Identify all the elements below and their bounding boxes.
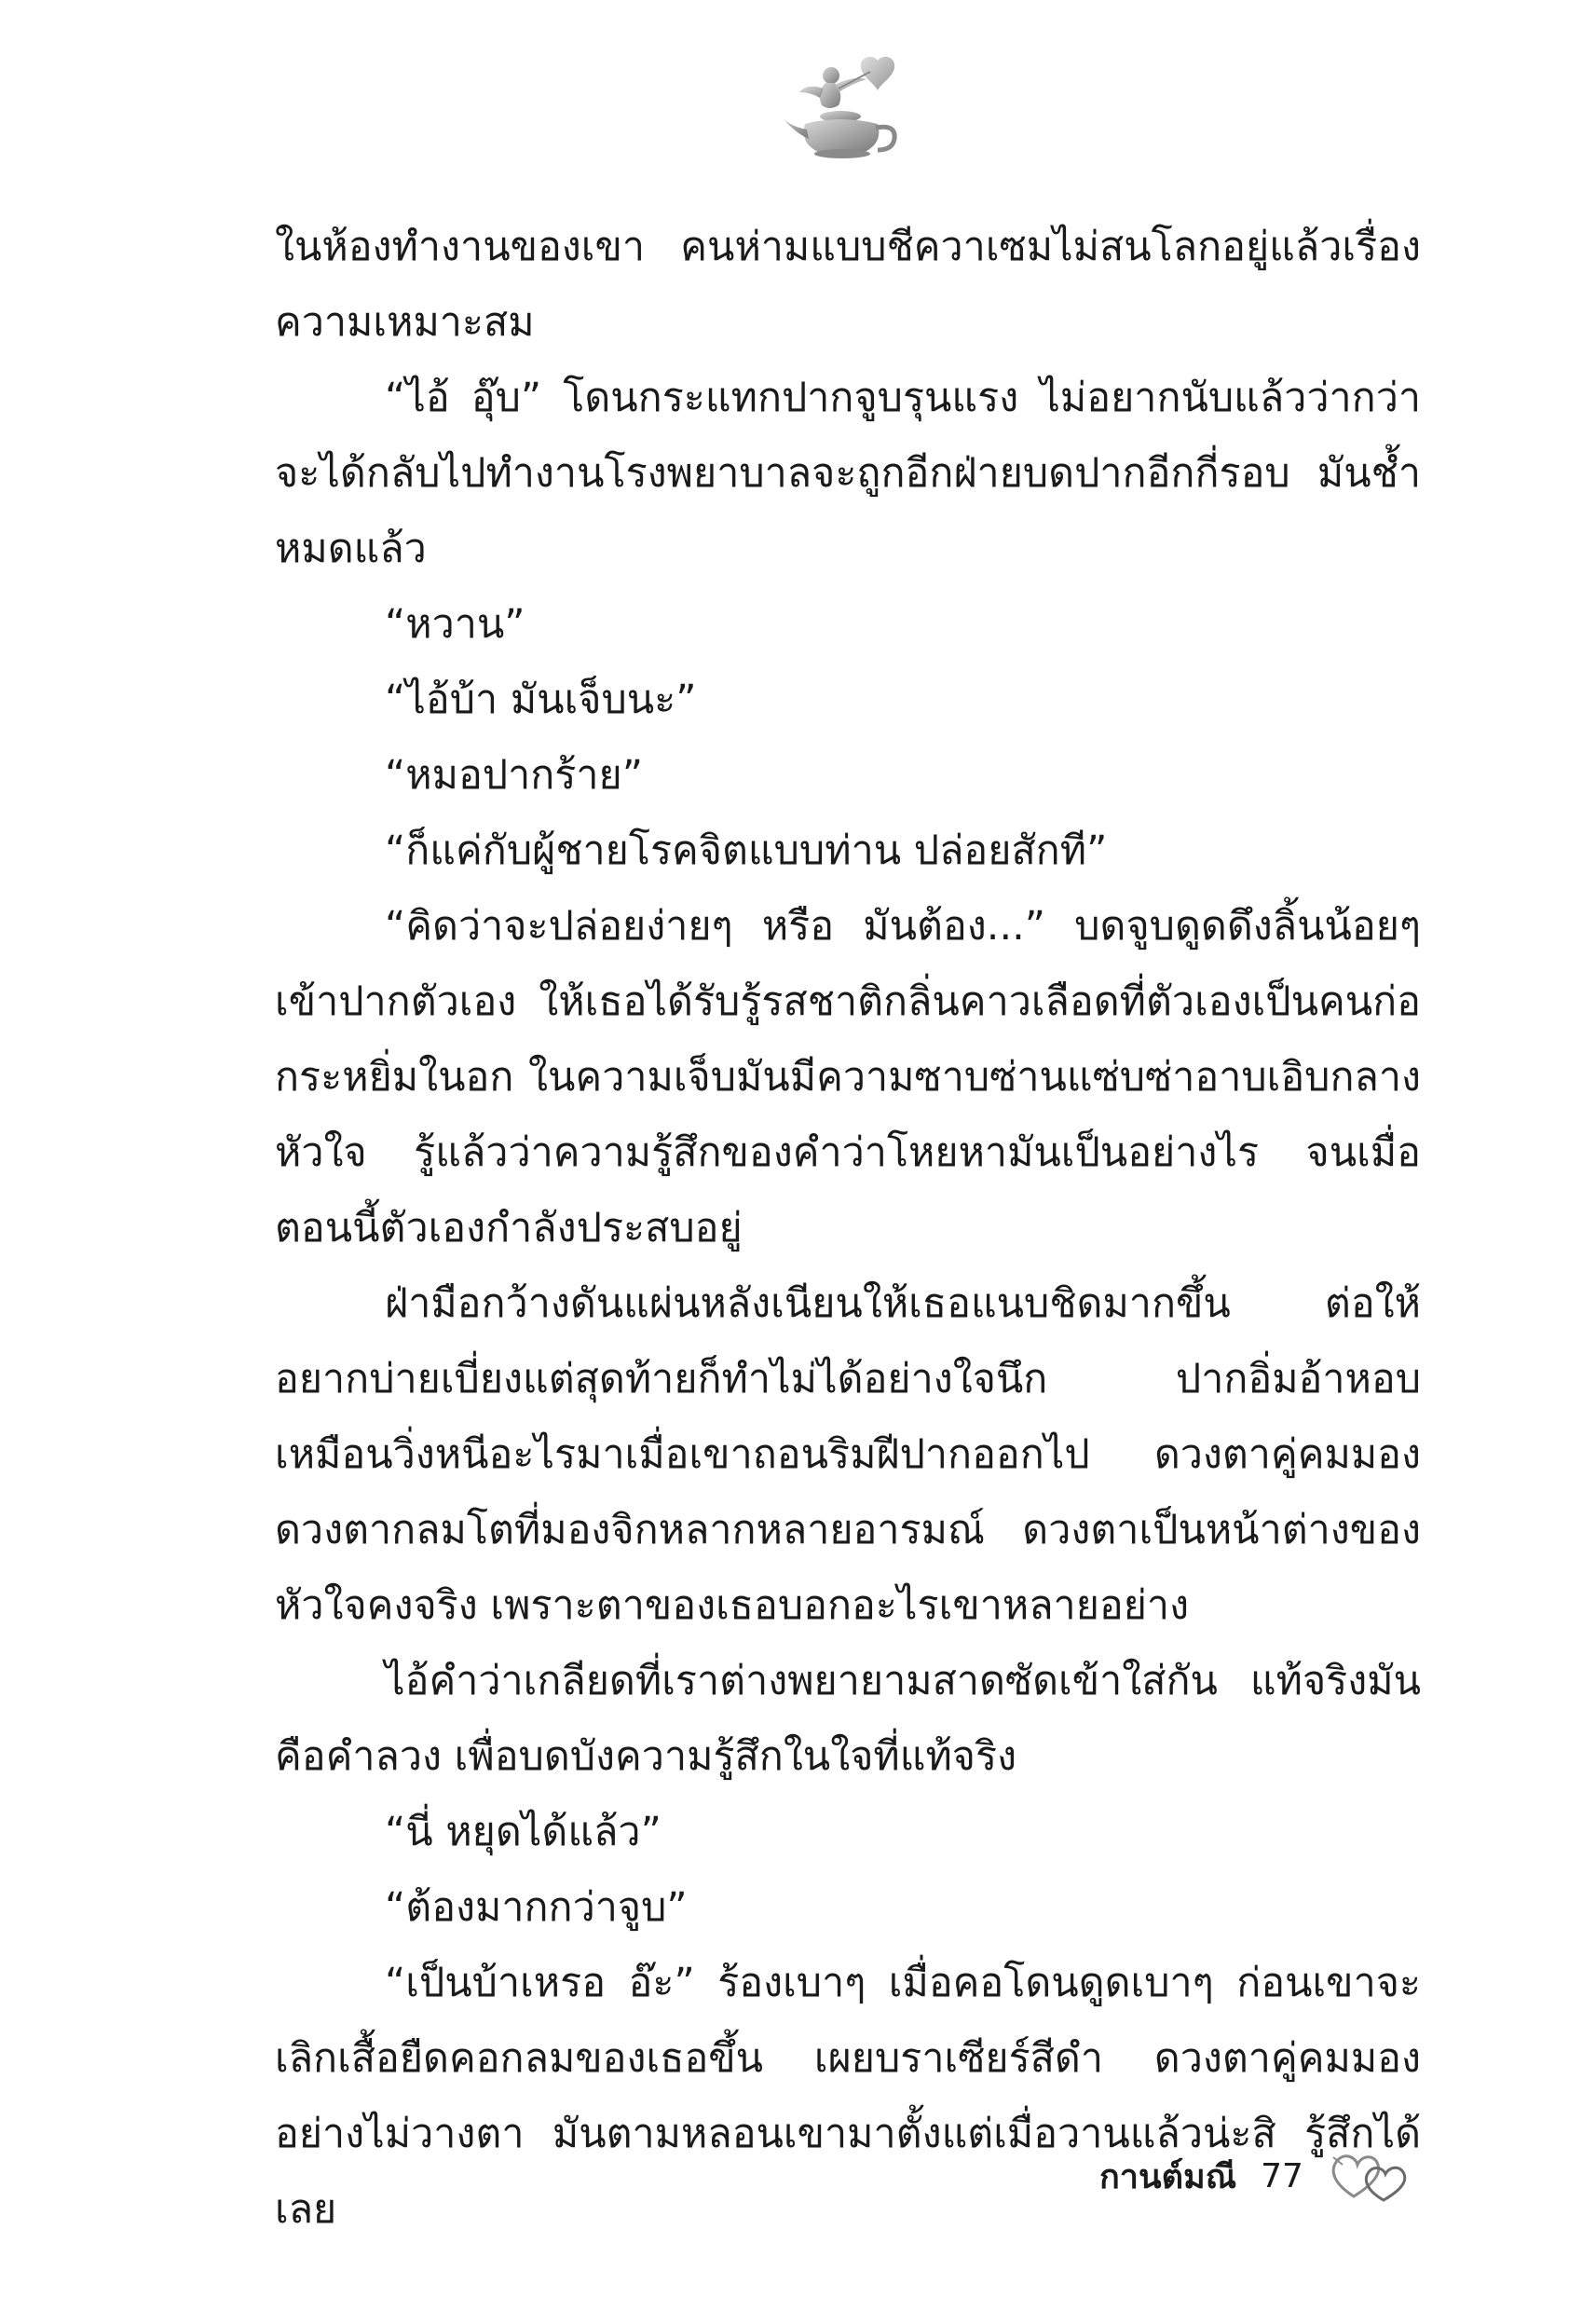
page-footer (1099, 2143, 1435, 2208)
body-text (275, 210, 1421, 2248)
dialog-line: “ก็แค่กับผู้ชายโรคจิตแบบท่าน ปล่อยสักที” (385, 827, 1108, 874)
dialog-line: “หวาน” (385, 601, 525, 648)
footer-title: กานต์มณี (1099, 2157, 1237, 2196)
page-number: 77 (1261, 2156, 1303, 2195)
paragraph: ในห้องทำงานของเขา คนห่ามแบบชีควาเซมไม่สนโลกอยู่แล้วเรื่องความเหมาะสม (275, 224, 1421, 346)
paragraph: ฝ่ามือกว้างดันแผ่นหลังเนียนให้เธอแนบชิดมากขึ้น ต่อให้อยากบ่ายเบี่ยงแต่สุดท้ายก็ทำไม่ได้อย่างใจนึก ปากอิ่มอ้าหอบเหมือนวิ่งหนีอะไรมาเมื่อเขาถอนริมฝีปากออกไป ดวงตาคู่คมมองดวงตากลมโตที่มองจิกหลากหลายอารมณ์ ดวงตาเป็นหน้าต่างของหัวใจคงจริง เพราะตาของเธอบอกอะไรเขาหลายอย่าง (275, 1280, 1421, 1629)
dialog-line: “นี่ หยุดได้แล้ว” (385, 1809, 662, 1855)
teapot-cupid-ornament-icon (773, 51, 913, 172)
paragraph: “ไอ้ อุ๊บ” โดนกระแทกปากจูบรุนแรง ไม่อยากนับแล้วว่ากว่าจะได้กลับไปทำงานโรงพยาบาลจะถูกอีกฝ่ายบดปากอีกกี่รอบ มันช้ำหมดแล้ว (275, 375, 1421, 572)
dialog-line: “ต้องมากกว่าจูบ” (385, 1884, 688, 1931)
paragraph: “คิดว่าจะปล่อยง่ายๆ หรือ มันต้อง...” บดจูบดูดดึงลิ้นน้อยๆ เข้าปากตัวเอง ให้เธอได้รับรู้รสชาติกลิ่นคาวเลือดที่ตัวเองเป็นคนก่อ กระหยิ่มในอก ในความเจ็บมันมีความซาบซ่านแซ่บซ่าอาบเอิบกลางหัวใจ รู้แล้วว่าความรู้สึกของคำว่าโหยหามันเป็นอย่างไร จนเมื่อตอนนี้ตัวเองกำลังประสบอยู่ (275, 903, 1421, 1251)
paragraph: ไอ้คำว่าเกลียดที่เราต่างพยายามสาดซัดเข้าใส่กัน แท้จริงมันคือคำลวง เพื่อบดบังความรู้สึกในใจที่แท้จริง (275, 1658, 1421, 1780)
dialog-line: “ไอ้บ้า มันเจ็บนะ” (385, 677, 697, 723)
dialog-line: “หมอปากร้าย” (385, 752, 643, 799)
paragraph: “เป็นบ้าเหรอ อ๊ะ” ร้องเบาๆ เมื่อคอโดนดูดเบาๆ ก่อนเขาจะเลิกเสื้อยืดคอกลมของเธอขึ้น เผยบราเซียร์สีดำ ดวงตาคู่คมมองอย่างไม่วางตา มันตามหลอนเขามาตั้งแต่เมื่อวานแล้วน่ะสิ รู้สึกได้เลย (275, 1960, 1421, 2233)
hearts-icon (1326, 2148, 1419, 2204)
